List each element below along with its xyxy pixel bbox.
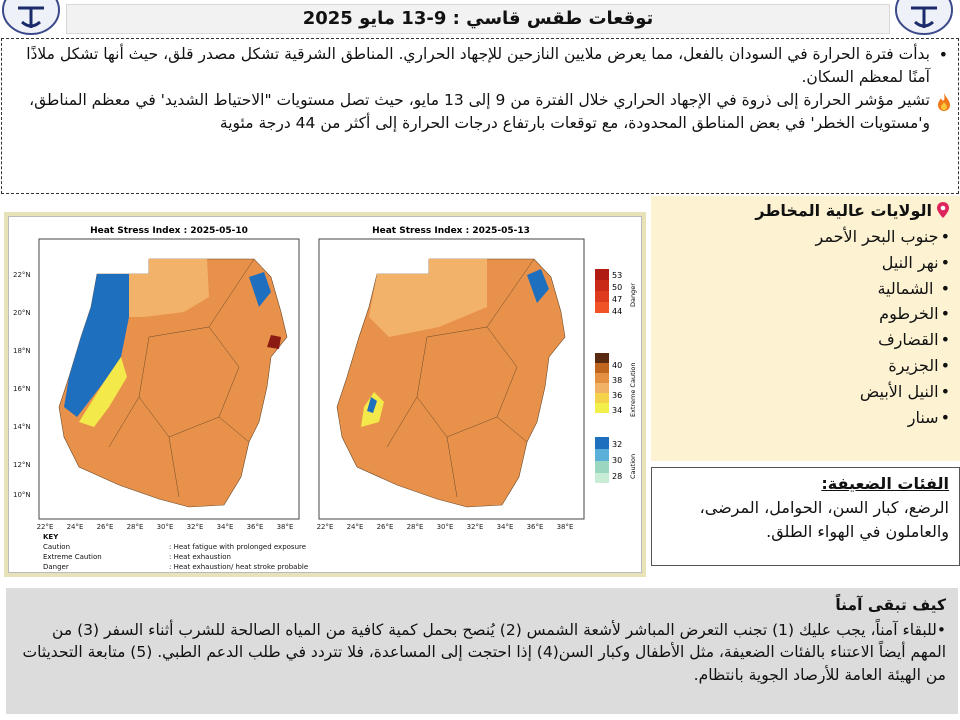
list-item: • سنار [659,405,950,431]
lat-label: 12°N [13,461,31,469]
lon-label: 30°E [436,523,454,531]
legend-value: 40 [612,361,623,370]
legend-value: 50 [612,283,623,292]
lon-label: 26°E [96,523,114,531]
list-item: • القضارف [659,327,950,353]
summary-paragraph-1: • بدأت فترة الحرارة في السودان بالفعل، مما يعرض ملايين النازحين للإجهاد الحراري. المناطق الشرقية تشكل مصدر قلق، حيث أنها تشكل ملاذًا آمنًا لمعظم السكان. [26,45,948,86]
map-pin-icon [936,201,950,227]
lon-label: 32°E [186,523,204,531]
legend-value: 28 [612,472,623,481]
lon-label: 24°E [346,523,364,531]
legend-value: 53 [612,271,623,280]
org-logo-left [0,0,62,36]
list-item: • النيل الأبيض [659,379,950,405]
map-key [43,533,308,571]
lon-label: 38°E [556,523,574,531]
key-term: Danger [43,563,69,571]
lon-label: 34°E [496,523,514,531]
summary-paragraph-2: تشير مؤشر الحرارة إلى ذروة في الإجهاد الحراري خلال الفترة من 9 إلى 13 مايو، حيث تصل مستويات "الاحتياط الشديد' في معظم المناطق، و'مستويات الخطر' في بعض المناطق المحدودة، مع توقعات بارتفاع درجات الحرارة إلى أكثر من 44 درجة مئوية [12,89,930,135]
lat-label: 14°N [13,423,31,431]
heat-map-right [319,226,584,519]
legend-value: 30 [612,456,623,465]
key-desc: : Heat exhaustion/ heat stroke probable [169,563,309,571]
safety-text: •للبقاء آمناً، يجب عليك (1) تجنب التعرض المباشر لأشعة الشمس (2) يُنصح بحمل كمية كافية من المياه الصالحة للشرب أثناء السفر (3) من المهم أيضاً الاعتناء بالفئات الضعيفة، مثل الأطفال وكبار السن(4) إذا احتجت إلى المساعدة، فلا تتردد في طلب الدعم الطبي. (5) متابعة التحديثات من الهيئة العامة للأرصاد الجوية بانتظام. [22,620,946,684]
vulnerable-text: الرضع، كبار السن، الحوامل، المرضى، والعاملون في الهواء الطلق. [699,498,949,541]
lon-label: 30°E [156,523,174,531]
legend-extreme-label: Extreme Caution [629,362,637,417]
lat-label: 16°N [13,385,31,393]
legend-value: 34 [612,406,623,415]
list-item: • جنوب البحر الأحمر [659,224,950,250]
legend-caution-label: Caution [629,453,637,479]
lon-label: 36°E [526,523,544,531]
lon-label: 28°E [126,523,144,531]
lon-label: 32°E [466,523,484,531]
list-item: • الخرطوم [659,301,950,327]
lon-label: 38°E [276,523,294,531]
right-map-title: Heat Stress Index : 2025-05-13 [372,226,530,236]
summary-section [1,38,959,194]
key-heading: KEY [43,533,59,541]
heat-stress-maps [4,212,646,577]
heat-map-left [39,226,299,519]
lon-label: 34°E [216,523,234,531]
lon-label: 24°E [66,523,84,531]
legend-value: 47 [612,295,623,304]
safety-panel [6,588,958,714]
lat-label: 10°N [13,491,31,499]
list-item: • نهر النيل [659,250,950,276]
vulnerable-groups-panel [651,467,960,566]
key-term: Caution [43,543,71,551]
lat-label: 22°N [13,271,31,279]
vulnerable-title: الفئات الضعيفة: [821,474,949,493]
safety-title: كيف تبقى آمناً [835,596,946,614]
bullet-icon: • [938,45,948,64]
key-desc: : Heat exhaustion [169,553,231,561]
lon-label: 36°E [246,523,264,531]
high-risk-states-panel [651,196,960,461]
high-risk-title: الولايات عالية المخاطر [659,198,950,224]
legend-value: 44 [612,307,623,316]
key-desc: : Heat fatigue with prolonged exposure [169,543,307,551]
lon-label: 26°E [376,523,394,531]
heat-index-legend [595,269,637,483]
key-term: Extreme Caution [43,553,102,561]
page-title: توقعات طقس قاسي : 9-13 مايو 2025 [66,4,890,34]
list-item: • الشمالية [659,276,950,302]
lon-label: 28°E [406,523,424,531]
fire-icon [936,92,952,112]
lat-label: 20°N [13,309,31,317]
high-risk-list [659,224,950,430]
lon-label: 22°E [36,523,54,531]
legend-danger-label: Danger [629,283,637,307]
legend-value: 32 [612,440,623,449]
lat-label: 18°N [13,347,31,355]
lon-label: 22°E [316,523,334,531]
left-map-title: Heat Stress Index : 2025-05-10 [90,226,248,236]
list-item: • الجزيرة [659,353,950,379]
org-logo-right [893,0,955,36]
legend-value: 38 [612,376,623,385]
legend-value: 36 [612,391,623,400]
